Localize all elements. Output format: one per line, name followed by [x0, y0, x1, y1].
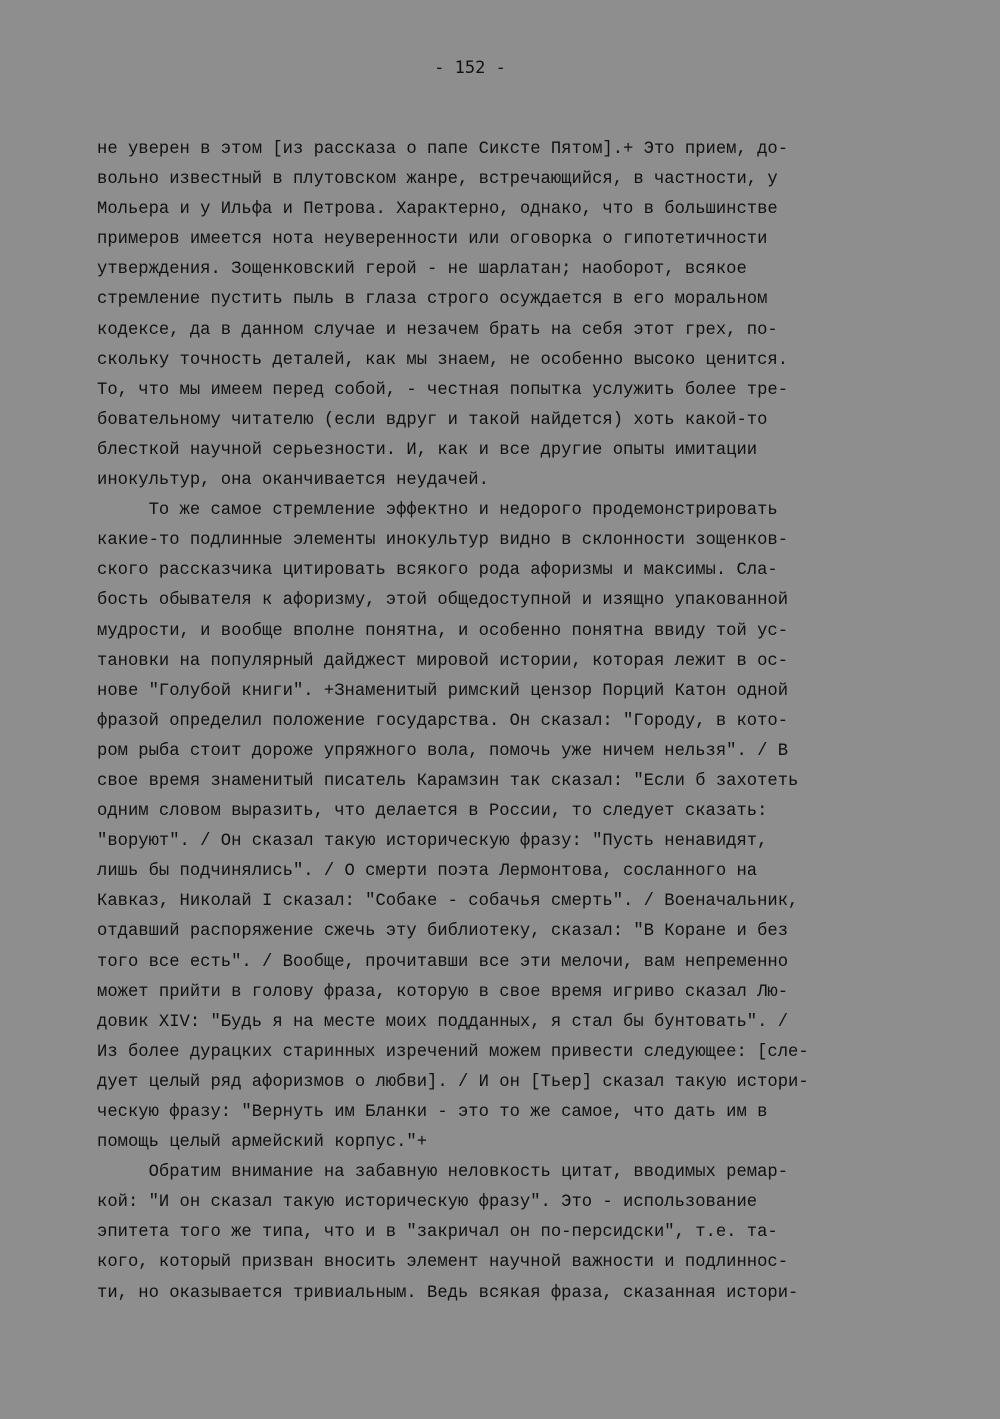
text-line: Из более дурацких старинных изречений можем привести следующее: [сле- — [97, 1042, 809, 1062]
text-line: довик XIV: "Будь я на месте моих подданных, я стал бы бунтовать". / — [97, 1012, 789, 1032]
text-line: "воруют". / Он сказал такую историческую фразу: "Пусть ненавидят, — [97, 832, 768, 852]
text-line: стремление пустить пыль в глаза строго осуждается в его моральном — [97, 290, 768, 310]
text-line: ти, но оказывается тривиальным. Ведь всякая фраза, сказанная истори- — [97, 1283, 799, 1303]
text-line: свое время знаменитый писатель Карамзин так сказал: "Если б захотеть — [97, 771, 799, 791]
text-line: того все есть". / Вообще, прочитавши все эти мелочи, вам непременно — [97, 952, 789, 972]
text-line: нове "Голубой книги". +Знаменитый римский цензор Порций Катон одной — [97, 681, 789, 701]
text-line: То же самое стремление эффектно и недорого продемонстрировать — [97, 501, 778, 521]
body-text — [97, 135, 957, 1309]
text-line: Мольера и у Ильфа и Петрова. Характерно, однако, что в большинстве — [97, 200, 778, 220]
text-line: одним словом выразить, что делается в России, то следует сказать: — [97, 802, 768, 822]
text-line: кого, который призван вносить элемент научной важности и подлиннос- — [97, 1253, 789, 1273]
page-number: - 152 - — [434, 58, 506, 78]
text-line: помощь целый армейский корпус."+ — [97, 1133, 428, 1153]
text-line: кой: "И он сказал такую историческую фразу". Это - использование — [97, 1193, 758, 1213]
text-line: Кавказ, Николай I сказал: "Собаке - собачья смерть". / Военачальник, — [97, 892, 799, 912]
text-line: То, что мы имеем перед собой, - честная попытка услужить более тре- — [97, 380, 789, 400]
text-line: скольку точность деталей, как мы знаем, не особенно высоко ценится. — [97, 350, 789, 370]
text-line: фразой определил положение государства. Он сказал: "Городу, в кото- — [97, 711, 789, 731]
text-line: тановки на популярный дайджест мировой истории, которая лежит в ос- — [97, 651, 789, 671]
text-line: дует целый ряд афоризмов о любви]. / И он [Тьер] сказал такую истори- — [97, 1072, 809, 1092]
text-line: какие-то подлинные элементы инокультур видно в склонности зощенков- — [97, 531, 789, 551]
text-line: ром рыба стоит дороже упряжного вола, помочь уже ничем нельзя". / В — [97, 741, 789, 761]
text-line: вольно известный в плутовском жанре, встречающийся, в частности, у — [97, 170, 778, 190]
text-line: отдавший распоряжение сжечь эту библиотеку, сказал: "В Коране и без — [97, 922, 789, 942]
text-line: блесткой научной серьезности. И, как и все другие опыты имитации — [97, 440, 758, 460]
text-line: инокультур, она оканчивается неудачей. — [97, 471, 489, 491]
text-line: ческую фразу: "Вернуть им Бланки - это то же самое, что дать им в — [97, 1103, 768, 1122]
text-line: эпитета того же типа, что и в "закричал он по-персидски", т.е. та- — [97, 1223, 778, 1243]
text-line: бовательному читателю (если вдруг и такой найдется) хоть какой-то — [97, 410, 768, 430]
text-line: лишь бы подчинялись". / О смерти поэта Лермонтова, сосланного на — [97, 862, 758, 882]
text-line: кодексе, да в данном случае и незачем брать на себя этот грех, по- — [97, 320, 778, 340]
text-line: может прийти в голову фраза, которую в свое время игриво сказал Лю- — [97, 982, 789, 1002]
text-line: бость обывателя к афоризму, этой общедоступной и изящно упакованной — [97, 591, 789, 611]
text-line: мудрости, и вообще вполне понятна, и особенно понятна ввиду той ус- — [97, 621, 789, 641]
text-line: примеров имеется нота неуверенности или оговорка о гипотетичности — [97, 230, 768, 250]
text-line: Обратим внимание на забавную неловкость цитат, вводимых ремар- — [97, 1163, 789, 1183]
text-line: не уверен в этом [из рассказа о папе Сиксте Пятом].+ Это прием, до- — [97, 140, 789, 159]
text-line: утверждения. Зощенковский герой - не шарлатан; наоборот, всякое — [97, 260, 747, 280]
text-line: ского рассказчика цитировать всякого рода афоризмы и максимы. Сла- — [97, 561, 778, 581]
